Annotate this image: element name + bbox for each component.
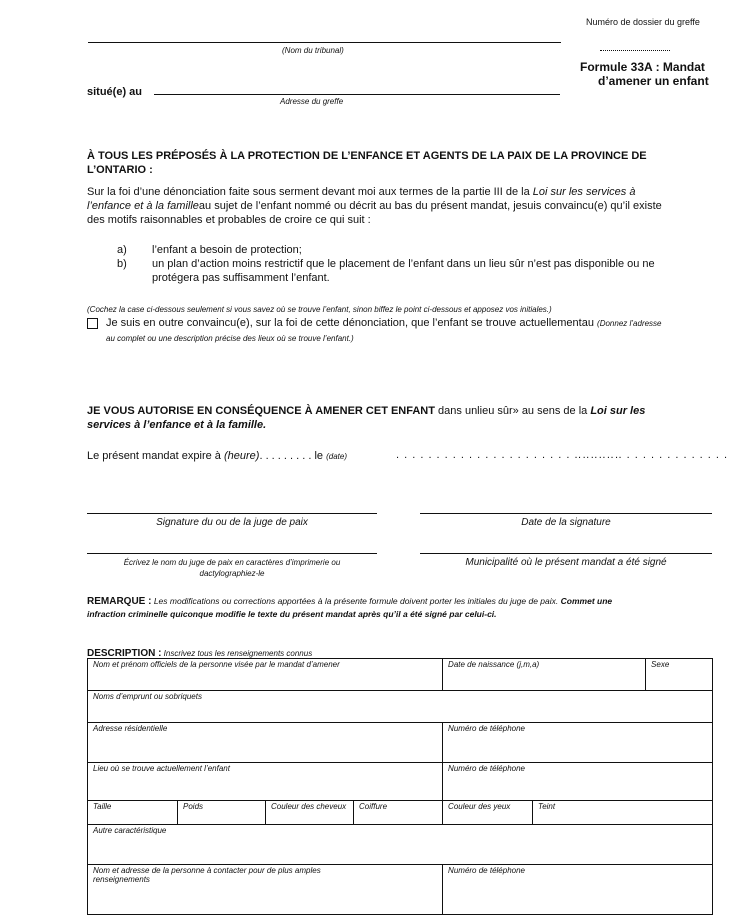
- complexion-cell[interactable]: Teint: [533, 801, 713, 825]
- description-heading: DESCRIPTION : Inscrivez tous les renseignements connus: [87, 648, 313, 659]
- eye-color-cell[interactable]: Couleur des yeux: [443, 801, 533, 825]
- phone3-cell[interactable]: Numéro de téléphone: [443, 865, 713, 915]
- intro-line3: des motifs raisonnables et probables de croire ce qui suit :: [87, 214, 371, 226]
- expiry-line: Le présent mandat expire à (heure). . . . . . . . . le (date): [87, 450, 348, 462]
- judge-name-line[interactable]: [87, 553, 377, 554]
- location-known-checkbox[interactable]: [87, 318, 98, 329]
- municipality-line[interactable]: [420, 553, 712, 554]
- authorization-line1: JE VOUS AUTORISE EN CONSÉQUENCE À AMENER CET ENFANT dans unlieu sûr» au sens de la Loi sur les: [87, 405, 646, 417]
- municipality-label: Municipalité où le présent mandat a été signé: [465, 557, 667, 568]
- ground-b-marker: b): [117, 258, 127, 270]
- checkbox-note: au complet ou une description précise des lieux où se trouve l’enfant.): [106, 334, 354, 343]
- birth-date-cell[interactable]: Date de naissance (j,m,a): [443, 659, 646, 691]
- intro-line1: Sur la foi d’une dénonciation faite sous serment devant moi aux termes de la partie III de la Loi sur les services à: [87, 186, 636, 198]
- expiry-hour-field[interactable]: . . . . . . . . .: [259, 450, 312, 462]
- intro-line2: l’enfance et à la familleau sujet de l’enfant nommé ou décrit au bas du présent mandat, jesuis convaincu(e) qu’il existe: [87, 200, 662, 212]
- expiry-year-field[interactable]: . . . . . . . . . . . . . . . . . . .: [578, 449, 729, 461]
- form-title-line1: Formule 33A : Mandat: [580, 60, 705, 74]
- remarque-line1: REMARQUE : Les modifications ou corrections apportées à la présente formule doivent porter les initiales du juge de paix. Commet une: [87, 596, 613, 607]
- address-heading-line2: L’ONTARIO :: [87, 164, 153, 176]
- weight-cell[interactable]: Poids: [178, 801, 266, 825]
- expiry-date-field[interactable]: . . . . . . . . . . . . . . . . . . . . . . . . . . . .: [396, 449, 620, 461]
- judge-signature-line[interactable]: [87, 513, 377, 514]
- court-name-label: (Nom du tribunal): [282, 46, 344, 55]
- file-number-label: Numéro de dossier du greffe: [586, 17, 700, 27]
- checkbox-instruction: (Cochez la case ci-dessous seulement si vous savez où se trouve l’enfant, sinon biffez le point ci-dessous et apposez vos initiales.): [87, 305, 552, 314]
- phone1-cell[interactable]: Numéro de téléphone: [443, 723, 713, 763]
- height-cell[interactable]: Taille: [88, 801, 178, 825]
- court-address-line[interactable]: [154, 94, 560, 95]
- ground-a-text: l’enfant a besoin de protection;: [152, 244, 302, 256]
- hair-color-cell[interactable]: Couleur des cheveux: [266, 801, 354, 825]
- remarque-line2: infraction criminelle quiconque modifie le texte du présent mandat après qu’il a été signé par celui-ci.: [87, 609, 497, 619]
- judge-name-label-line1: Écrivez le nom du juge de paix en caractères d’imprimerie ou: [123, 558, 341, 567]
- judge-signature-label: Signature du ou de la juge de paix: [156, 517, 308, 528]
- ground-a-marker: a): [117, 244, 127, 256]
- address-heading-line1: À TOUS LES PRÉPOSÉS À LA PROTECTION DE L’ENFANCE ET AGENTS DE LA PAIX DE LA PROVINCE DE: [87, 150, 647, 162]
- signature-date-label: Date de la signature: [521, 517, 611, 528]
- hairstyle-cell[interactable]: Coiffure: [354, 801, 443, 825]
- phone2-cell[interactable]: Numéro de téléphone: [443, 763, 713, 801]
- ground-b-text-line1: un plan d’action moins restrictif que le placement de l’enfant dans un lieu sûr n’est pas disponible ou ne: [152, 258, 655, 270]
- description-table: [87, 658, 713, 915]
- authorization-line2: services à l’enfance et à la famille.: [87, 419, 267, 431]
- form-title-line2: d’amener un enfant: [598, 74, 709, 88]
- other-features-cell[interactable]: Autre caractéristique: [88, 825, 713, 865]
- aliases-cell[interactable]: Noms d’emprunt ou sobriquets: [88, 691, 713, 723]
- court-address-label: Adresse du greffe: [280, 97, 344, 106]
- checkbox-statement: Je suis en outre convaincu(e), sur la foi de cette dénonciation, que l’enfant se trouve actuellementau (Donnez l’adresse: [106, 317, 662, 329]
- contact-person-cell[interactable]: Nom et adresse de la personne à contacter pour de plus amples renseignements: [88, 865, 443, 915]
- signature-date-line[interactable]: [420, 513, 712, 514]
- sex-cell[interactable]: Sexe: [646, 659, 713, 691]
- child-location-cell[interactable]: Lieu où se trouve actuellement l’enfant: [88, 763, 443, 801]
- ground-b-text-line2: protégera pas suffisamment l’enfant.: [152, 272, 330, 284]
- official-name-cell[interactable]: Nom et prénom officiels de la personne visée par le mandat d’amener: [88, 659, 443, 691]
- judge-name-label-line2: dactylographiez-le: [199, 569, 265, 578]
- located-at-label: situé(e) au: [87, 86, 143, 98]
- file-number-field[interactable]: [600, 50, 670, 51]
- court-name-line[interactable]: [88, 42, 561, 43]
- home-address-cell[interactable]: Adresse résidentielle: [88, 723, 443, 763]
